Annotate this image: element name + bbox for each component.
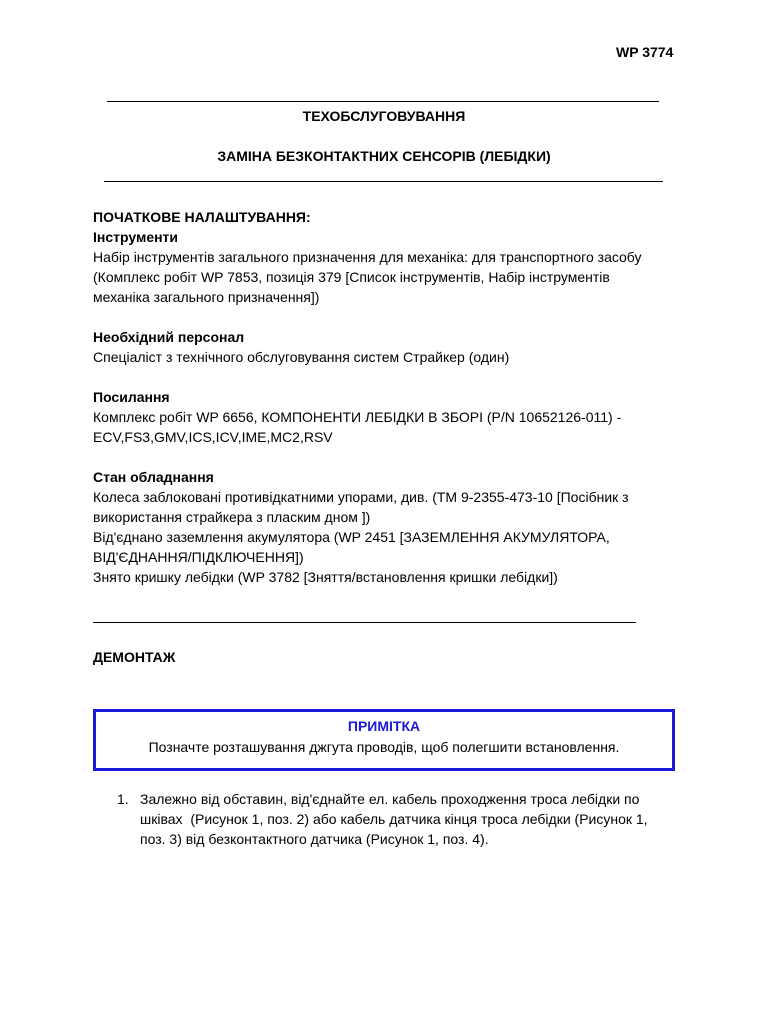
tools-line: механіка загального призначення]) — [93, 289, 320, 305]
references-text — [93, 407, 673, 447]
title-bottom-rule — [104, 181, 663, 182]
tools-text — [93, 247, 673, 307]
references-line: Комплекс робіт WP 6656, КОМПОНЕНТИ ЛЕБІДКИ В ЗБОРІ (P/N 10652126-011) - — [93, 409, 622, 425]
equipment-condition-line: Від'єднано заземлення акумулятора (WP 2451 [ЗАЗЕМЛЕННЯ АКУМУЛЯТОРА, — [93, 529, 610, 545]
document-number: WP 3774 — [616, 44, 674, 60]
tools-heading: Інструменти — [93, 229, 179, 245]
initial-setup-heading: ПОЧАТКОВЕ НАЛАШТУВАННЯ: — [93, 209, 311, 225]
equipment-condition-line: Знято кришку лебідки (WP 3782 [Зняття/встановлення кришки лебідки]) — [93, 569, 558, 585]
step-line: Залежно від обставин, від'єднайте ел. кабель проходження троса лебідки по — [140, 791, 640, 807]
personnel-text — [93, 347, 673, 367]
references-heading: Посилання — [93, 389, 170, 405]
section-divider — [93, 622, 636, 623]
references-line: ECV,FS3,GMV,ICS,ICV,IME,MC2,RSV — [93, 429, 333, 445]
note-text: Позначте розташування джгута проводів, щоб полегшити встановлення. — [148, 739, 620, 755]
equipment-condition-text — [93, 487, 673, 587]
equipment-condition-line: ВІД'ЄДНАННЯ/ПІДКЛЮЧЕННЯ]) — [93, 549, 304, 565]
step-line: поз. 3) від безконтактного датчика (Рисунок 1, поз. 4). — [140, 831, 489, 847]
note-title: ПРИМІТКА — [347, 718, 421, 734]
equipment-condition-heading: Стан обладнання — [93, 469, 214, 485]
personnel-heading: Необхідний персонал — [93, 329, 245, 345]
step-line: шківах (Рисунок 1, поз. 2) або кабель датчика кінця троса лебідки (Рисунок 1, — [140, 811, 648, 827]
removal-heading: ДЕМОНТАЖ — [93, 649, 176, 665]
equipment-condition-line: використання страйкера з пласким дном ]) — [93, 509, 371, 525]
note-box — [93, 709, 675, 771]
step-number: 1. — [117, 791, 129, 807]
equipment-condition-line: Колеса заблоковані противідкатними упорами, див. (TM 9-2355-473-10 [Посібник з — [93, 489, 629, 505]
page-title: ЗАМІНА БЕЗКОНТАКТНИХ СЕНСОРІВ (ЛЕБІДКИ) — [217, 148, 551, 164]
step-text — [140, 789, 660, 849]
personnel-line: Спеціаліст з технічного обслуговування систем Страйкер (один) — [93, 349, 510, 365]
section-category: ТЕХОБСЛУГОВУВАННЯ — [302, 108, 466, 124]
title-top-rule — [107, 101, 659, 102]
tools-line: (Комплекс робіт WP 7853, позиція 379 [Список інструментів, Набір інструментів — [93, 269, 610, 285]
tools-line: Набір інструментів загального призначення для механіка: для транспортного засобу — [93, 249, 642, 265]
